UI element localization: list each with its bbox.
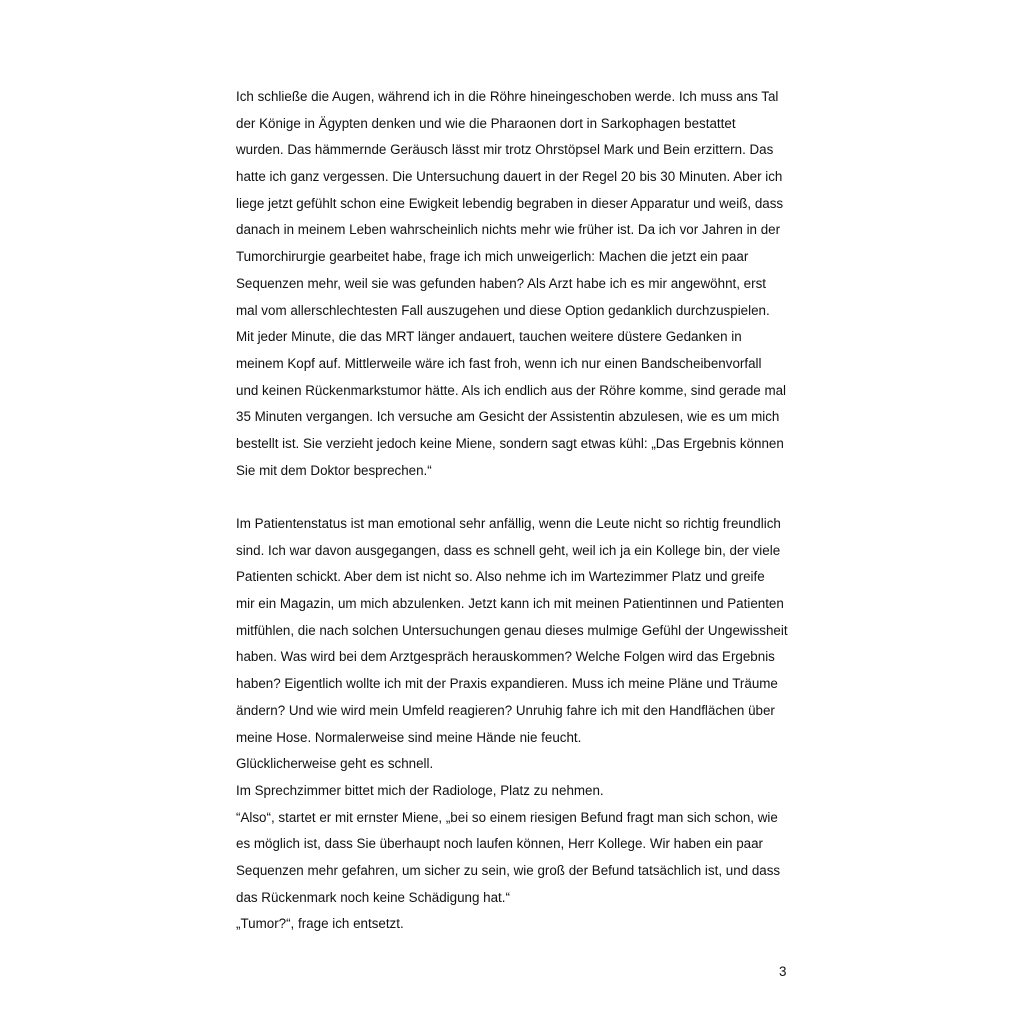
text-line: mir ein Magazin, um mich abzulenken. Jetzt kann ich mit meinen Patientinnen und Patienten	[236, 596, 784, 612]
page-number: 3	[779, 964, 787, 979]
paragraph-gap	[236, 484, 796, 511]
text-line: bestellt ist. Sie verzieht jedoch keine Miene, sondern sagt etwas kühl: „Das Ergebnis können	[236, 435, 784, 451]
text-line: es möglich ist, dass Sie überhaupt noch laufen können, Herr Kollege. Wir haben ein paar	[236, 836, 764, 852]
text-line: Sequenzen mehr gefahren, um sicher zu sein, wie groß der Befund tatsächlich ist, und dass	[236, 862, 781, 878]
text-line: Glücklicherweise geht es schnell.	[236, 756, 434, 772]
paragraph-1	[236, 84, 796, 484]
text-line: meinem Kopf auf. Mittlerweile wäre ich fast froh, wenn ich nur einen Bandscheibenvorfall	[236, 355, 762, 371]
text-line: Mit jeder Minute, die das MRT länger andauert, tauchen weitere düstere Gedanken in	[236, 329, 742, 345]
text-line: Im Sprechzimmer bittet mich der Radiologe, Platz zu nehmen.	[236, 782, 604, 798]
text-line: und keinen Rückenmarkstumor hätte. Als ich endlich aus der Röhre komme, sind gerade mal	[236, 382, 787, 398]
text-line: Im Patientenstatus ist man emotional sehr anfällig, wenn die Leute nicht so richtig freundlich	[236, 516, 781, 531]
text-line: Sequenzen mehr, weil sie was gefunden haben? Als Arzt habe ich es mir angewöhnt, erst	[236, 275, 766, 291]
text-line: hatte ich ganz vergessen. Die Untersuchung dauert in der Regel 20 bis 30 Minuten. Aber ich	[236, 169, 783, 185]
text-line: “Also“, startet er mit ernster Miene, „bei so einem riesigen Befund fragt man sich schon, wie	[236, 809, 778, 825]
text-line: Tumorchirurgie gearbeitet habe, frage ich mich unweigerlich: Machen die jetzt ein paar	[236, 249, 749, 265]
text-line: das Rückenmark noch keine Schädigung hat.“	[236, 889, 510, 905]
text-line: Sie mit dem Doktor besprechen.“	[236, 462, 432, 478]
text-line: Patienten schickt. Aber dem ist nicht so. Also nehme ich im Wartezimmer Platz und greife	[236, 569, 765, 585]
paragraph-2	[236, 511, 796, 938]
body-text	[236, 84, 796, 938]
text-line: Ich schließe die Augen, während ich in die Röhre hineingeschoben werde. Ich muss ans Tal	[236, 89, 779, 104]
text-line: sind. Ich war davon ausgegangen, dass es schnell geht, weil ich ja ein Kollege bin, der viele	[236, 542, 781, 558]
text-line: liege jetzt gefühlt schon eine Ewigkeit lebendig begraben in dieser Apparatur und weiß, dass	[236, 195, 784, 211]
text-line: haben? Eigentlich wollte ich mit der Praxis expandieren. Muss ich meine Pläne und Träume	[236, 676, 778, 692]
text-line: meine Hose. Normalerweise sind meine Hände nie feucht.	[236, 729, 582, 745]
text-line: „Tumor?“, frage ich entsetzt.	[236, 916, 404, 932]
text-line: der Könige in Ägypten denken und wie die Pharaonen dort in Sarkophagen bestattet	[236, 115, 736, 131]
text-line: danach in meinem Leben wahrscheinlich nichts mehr wie früher ist. Da ich vor Jahren in der	[236, 222, 781, 238]
text-line: mal vom allerschlechtesten Fall auszugehen und diese Option gedanklich durchzuspielen.	[236, 302, 770, 318]
text-line: mitfühlen, die nach solchen Untersuchungen genau dieses mulmige Gefühl der Ungewissheit	[236, 622, 788, 638]
text-line: wurden. Das hämmernde Geräusch lässt mir trotz Ohrstöpsel Mark und Bein erzittern. Das	[236, 142, 774, 158]
text-line: 35 Minuten vergangen. Ich versuche am Gesicht der Assistentin abzulesen, wie es um mich	[236, 409, 780, 425]
text-line: ändern? Und wie wird mein Umfeld reagieren? Unruhig fahre ich mit den Handflächen über	[236, 702, 775, 718]
text-line: haben. Was wird bei dem Arztgespräch herauskommen? Welche Folgen wird das Ergebnis	[236, 649, 775, 665]
